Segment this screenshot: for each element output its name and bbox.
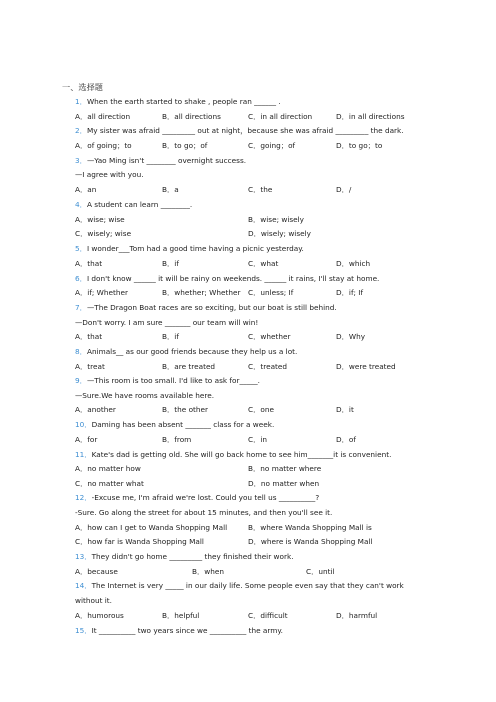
option-c: C．one: [248, 405, 274, 414]
question-14: [75, 581, 404, 591]
option-a: A．that: [75, 332, 103, 341]
option-c: C．in: [248, 435, 268, 444]
option-b: B．where Wanda Shopping Mall is: [248, 523, 372, 532]
option-c: C．treated: [248, 362, 288, 371]
question-text: My sister was afraid _________ out at night，because she was afraid _________ the dark.: [86, 126, 404, 135]
question-number: 9．: [75, 376, 87, 385]
question-number: 2．: [75, 126, 87, 135]
question-number: 8．: [75, 347, 87, 356]
question-10: [75, 420, 274, 430]
option-a: A．if; Whether: [75, 288, 128, 297]
question-4: [75, 200, 192, 210]
question-text: I don't know ______ it will be rainy on weekends. ______ it rains, I'll stay at home.: [86, 274, 380, 283]
question-12: [75, 493, 319, 503]
question-2: [75, 126, 404, 136]
option-d: D．to go；to: [336, 141, 383, 150]
option-d: D．/: [336, 185, 352, 194]
option-a: A．how can I get to Wanda Shopping Mall: [75, 523, 228, 532]
question-number: 1．: [75, 97, 87, 106]
option-a: A．for: [75, 435, 98, 444]
option-b: B．all directions: [162, 112, 221, 121]
question-text-line2: —I agree with you.: [75, 170, 144, 179]
question-text-line2: —Don't worry. I am sure _______ our team will win!: [75, 318, 259, 327]
option-a: A．no matter how: [75, 464, 141, 473]
question-9: [75, 376, 260, 386]
option-d: D．Why: [336, 332, 366, 341]
option-b: B．to go；of: [162, 141, 208, 150]
question-5: [75, 244, 304, 254]
question-3: [75, 156, 246, 166]
option-c: C．going；of: [248, 141, 296, 150]
question-number: 11．: [75, 450, 92, 459]
question-text-line2: -Sure. Go along the street for about 15 minutes, and then you'll see it.: [75, 508, 333, 517]
option-a: A．all direction: [75, 112, 131, 121]
option-d: D．which: [336, 259, 371, 268]
question-text-line2: without it.: [75, 596, 112, 605]
option-a: A．because: [75, 567, 118, 576]
question-13: [75, 552, 294, 562]
option-c: C．until: [306, 567, 335, 576]
option-a: A．humorous: [75, 611, 124, 620]
question-number: 3．: [75, 156, 87, 165]
question-text: —This room is too small. I'd like to ask for_____.: [86, 376, 261, 385]
option-d: D．no matter when: [248, 479, 320, 488]
question-text-line2: —Sure.We have rooms available here.: [75, 391, 215, 400]
question-text: A student can learn ________.: [86, 200, 193, 209]
section-title: 一、选择题: [62, 82, 103, 92]
option-c: C．in all direction: [248, 112, 313, 121]
option-c: C．unless; If: [248, 288, 294, 297]
option-a: A．that: [75, 259, 103, 268]
option-a: A．an: [75, 185, 97, 194]
question-number: 15．: [75, 626, 92, 635]
question-7: [75, 303, 337, 313]
option-c: C．difficult: [248, 611, 288, 620]
question-number: 13．: [75, 552, 92, 561]
question-text: I wonder___Tom had a good time having a picnic yesterday.: [86, 244, 304, 253]
option-b: B．are treated: [162, 362, 216, 371]
question-text: -Excuse me, I'm afraid we're lost. Could you tell us __________?: [91, 493, 320, 502]
option-b: B．from: [162, 435, 192, 444]
option-a: A．treat: [75, 362, 105, 371]
question-text: —Yao Ming isn't ________ overnight success.: [86, 156, 247, 165]
question-text: Animals__ as our good friends because they help us a lot.: [86, 347, 298, 356]
question-number: 5．: [75, 244, 87, 253]
option-c: C．how far is Wanda Shopping Mall: [75, 537, 204, 546]
option-c: C．no matter what: [75, 479, 144, 488]
option-a: A．wise; wise: [75, 215, 125, 224]
question-text: The Internet is very _____ in our daily life. Some people even say that they can't work: [91, 581, 404, 590]
question-number: 4．: [75, 200, 87, 209]
option-d: D．harmful: [336, 611, 378, 620]
question-number: 7．: [75, 303, 87, 312]
question-11: [75, 450, 391, 460]
option-b: B．no matter where: [248, 464, 322, 473]
option-b: B．whether; Whether: [162, 288, 241, 297]
option-d: D．where is Wanda Shopping Mall: [248, 537, 373, 546]
option-d: D．wisely; wisely: [248, 229, 311, 238]
option-d: D．were treated: [336, 362, 396, 371]
option-d: D．in all directions: [336, 112, 405, 121]
question-text: It __________ two years since we __________ the army.: [91, 626, 283, 635]
option-b: B．if: [162, 259, 179, 268]
option-b: B．if: [162, 332, 179, 341]
option-d: D．it: [336, 405, 354, 414]
option-a: A．of going；to: [75, 141, 132, 150]
question-8: [75, 347, 297, 357]
question-15: [75, 626, 283, 636]
option-b: B．wise; wisely: [248, 215, 304, 224]
option-d: D．of: [336, 435, 356, 444]
option-c: C．wisely; wise: [75, 229, 132, 238]
option-b: B．the other: [162, 405, 209, 414]
question-text: They didn't go home _________ they finished their work.: [91, 552, 294, 561]
option-c: C．whether: [248, 332, 291, 341]
option-c: C．the: [248, 185, 273, 194]
option-a: A．another: [75, 405, 116, 414]
question-text: —The Dragon Boat races are so exciting, but our boat is still behind.: [86, 303, 337, 312]
option-b: B．a: [162, 185, 179, 194]
question-number: 10．: [75, 420, 92, 429]
question-number: 12．: [75, 493, 92, 502]
option-b: B．helpful: [162, 611, 200, 620]
question-text: When the earth started to shake , people ran ______ .: [86, 97, 281, 106]
question-text: Kate's dad is getting old. She will go back home to see him_______it is convenient.: [91, 450, 392, 459]
question-text: Daming has been absent _______ class for a week.: [91, 420, 275, 429]
option-d: D．if; If: [336, 288, 364, 297]
question-number: 6．: [75, 274, 87, 283]
question-1: [75, 97, 281, 107]
question-6: [75, 274, 379, 284]
question-number: 14．: [75, 581, 92, 590]
option-c: C．what: [248, 259, 279, 268]
option-b: B．when: [192, 567, 225, 576]
